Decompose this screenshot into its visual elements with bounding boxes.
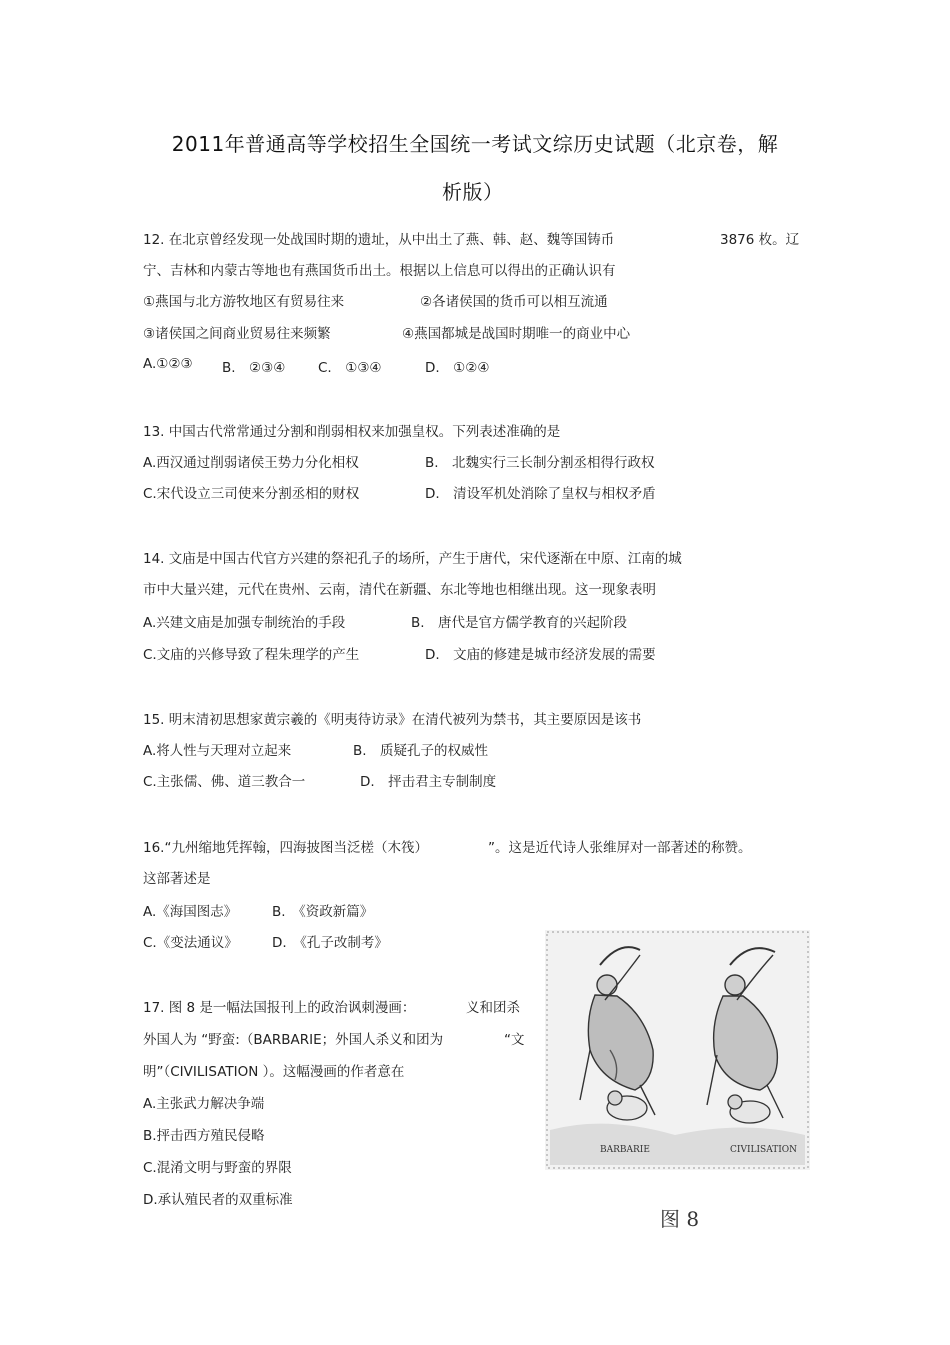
q15-option-d: D. 抨击君主专制制度 bbox=[360, 774, 497, 790]
q16-option-d: D. 《孔子改制考》 bbox=[272, 935, 388, 951]
q16-option-a: A.《海国图志》 bbox=[143, 904, 238, 920]
q15-stem: 15. 明末清初思想家黄宗羲的《明夷待访录》在清代被列为禁书，其主要原因是该书 bbox=[143, 712, 642, 728]
q17-option-b: B.抨击西方殖民侵略 bbox=[143, 1128, 265, 1144]
q17-stem-2b: “文 bbox=[504, 1032, 525, 1048]
q13-option-b: B. 北魏实行三长制分割丞相得行政权 bbox=[425, 455, 655, 471]
title-line-1: 2011年普通高等学校招生全国统一考试文综历史试题（北京卷，解 bbox=[171, 132, 779, 156]
figure-label-right: CIVILISATION bbox=[730, 1145, 798, 1155]
q12-option-c: C. ①③④ bbox=[318, 360, 382, 376]
q16-stem-1a: 16.“九州缩地凭挥翰，四海披图当泛槎（木筏） bbox=[143, 840, 428, 856]
q13-option-a: A.西汉通过削弱诸侯王势力分化相权 bbox=[143, 455, 359, 471]
q15-option-a: A.将人性与天理对立起来 bbox=[143, 743, 292, 759]
q14-stem-2: 市中大量兴建，元代在贵州、云南，清代在新疆、东北等地也相继出现。这一现象表明 bbox=[143, 582, 656, 598]
q12-option-b: B. ②③④ bbox=[222, 360, 286, 376]
q12-item-1: ①燕国与北方游牧地区有贸易往来 bbox=[143, 294, 345, 310]
q13-option-c: C.宋代设立三司使来分割丞相的财权 bbox=[143, 486, 360, 502]
q13-stem: 13. 中国古代常常通过分割和削弱相权来加强皇权。下列表述准确的是 bbox=[143, 424, 561, 440]
q14-option-b: B. 唐代是官方儒学教育的兴起阶段 bbox=[411, 615, 628, 631]
q16-option-b: B. 《资政新篇》 bbox=[272, 904, 374, 920]
figure-label-left: BARBARIE bbox=[600, 1145, 650, 1155]
q13-option-d: D. 清设军机处消除了皇权与相权矛盾 bbox=[425, 486, 656, 502]
q17-option-d: D.承认殖民者的双重标准 bbox=[143, 1192, 293, 1208]
title-line-2: 析版） bbox=[442, 180, 504, 204]
q12-item-4: ④燕国都城是战国时期唯一的商业中心 bbox=[402, 326, 631, 342]
q16-stem-2: 这部著述是 bbox=[143, 871, 211, 887]
q12-stem-1a: 12. 在北京曾经发现一处战国时期的遗址，从中出土了燕、韩、赵、魏等国铸币 bbox=[143, 232, 615, 248]
q12-item-2: ②各诸侯国的货币可以相互流通 bbox=[420, 294, 608, 310]
q17-stem-1b: 义和团杀 bbox=[466, 1000, 520, 1016]
q14-stem-1: 14. 文庙是中国古代官方兴建的祭祀孔子的场所，产生于唐代，宋代逐渐在中原、江南的城 bbox=[143, 551, 682, 567]
cartoon-illustration bbox=[545, 930, 810, 1170]
q12-item-3: ③诸侯国之间商业贸易往来频繁 bbox=[143, 326, 331, 342]
q12-stem-2: 宁、吉林和内蒙古等地也有燕国货币出土。根据以上信息可以得出的正确认识有 bbox=[143, 263, 616, 279]
q17-option-c: C.混淆文明与野蛮的界限 bbox=[143, 1160, 292, 1176]
q17-stem-1a: 17. 图 8 是一幅法国报刊上的政治讽刺漫画： bbox=[143, 1000, 416, 1016]
q14-option-c: C.文庙的兴修导致了程朱理学的产生 bbox=[143, 647, 360, 663]
q12-stem-1b: 3876 枚。辽 bbox=[720, 232, 800, 248]
q14-option-a: A.兴建文庙是加强专制统治的手段 bbox=[143, 615, 346, 631]
q17-stem-3: 明”（CIVILISATION ）。这幅漫画的作者意在 bbox=[143, 1064, 405, 1080]
q17-option-a: A.主张武力解决争端 bbox=[143, 1096, 265, 1112]
figure-caption: 图 8 bbox=[660, 1207, 700, 1231]
q12-option-a: A.①②③ bbox=[143, 356, 193, 372]
cartoon-figure-8 bbox=[545, 930, 810, 1170]
q15-option-c: C.主张儒、佛、道三教合一 bbox=[143, 774, 306, 790]
q14-option-d: D. 文庙的修建是城市经济发展的需要 bbox=[425, 647, 656, 663]
q12-option-d: D. ①②④ bbox=[425, 360, 490, 376]
q15-option-b: B. 质疑孔子的权威性 bbox=[353, 743, 489, 759]
q17-stem-2a: 外国人为 “野蛮:（BARBARIE；外国人杀义和团为 bbox=[143, 1032, 444, 1048]
q16-stem-1b: ”。这是近代诗人张维屏对一部著述的称赞。 bbox=[488, 840, 752, 856]
q16-option-c: C.《变法通议》 bbox=[143, 935, 238, 951]
